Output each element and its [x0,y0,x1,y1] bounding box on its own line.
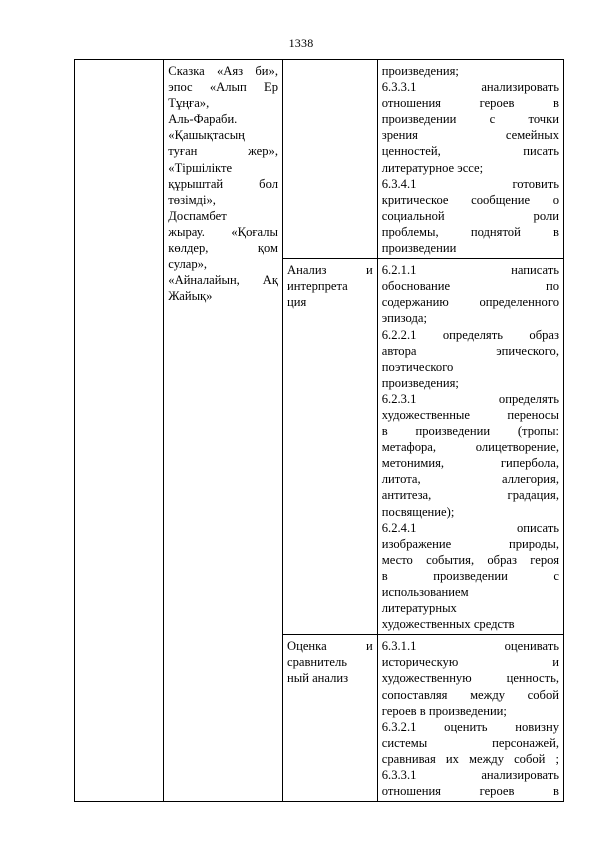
text-line: 6.2.4.1 описать [381,520,559,535]
category-cell [283,259,378,635]
text-line: системы персонажей, [381,735,559,750]
text-line: 6.3.3.1 анализировать [381,768,559,783]
text-line: ция [287,295,307,310]
objective-paragraph [382,638,559,718]
text-line: проблемы, поднятой в [381,224,559,239]
page-number: 1338 [288,36,314,50]
objective-paragraph [382,79,559,176]
text-line: Доспамбет [168,208,227,223]
text-line: 6.3.1.1 оценивать [381,639,559,654]
text-line: художественные переносы [381,407,559,422]
text-line: сулар», [168,257,208,272]
text-line: антитеза, градация, [381,488,559,503]
text-line: содержанию определенного [381,295,559,310]
objective-paragraph [382,176,559,256]
text-line: место события, образ героя [381,552,559,567]
text-line: Аль-Фараби. [168,112,238,127]
text-line: Тұңға», [168,96,210,111]
text-line: құрыштай бол [168,176,278,191]
empty-cell [75,60,164,802]
text-line: социальной роли [381,208,559,223]
category-cell [283,635,378,802]
objectives-cell [377,60,563,259]
text-line: 6.3.2.1 оценить новизну [381,719,559,734]
text-line: обоснование по [381,279,559,294]
objectives-cell [377,259,563,635]
text-line: төзімді», [168,192,216,207]
text-line: художественных средств [381,617,515,632]
text-line: художественную ценность, [381,671,559,686]
text-line: 6.2.1.1 написать [381,263,559,278]
objective-paragraph [382,262,559,326]
text-line: 6.2.2.1 определять образ [381,327,559,342]
text-line: изображение природы, [381,536,559,551]
objective-paragraph [382,719,559,767]
text-line: сравнивая их между собой ; [381,751,559,766]
text-line: «Айналайын, Ақ [168,273,278,288]
text-line: произведении с точки [381,112,559,127]
text-line: литературных [381,601,457,616]
text-line: 6.3.4.1 готовить [381,176,559,191]
objective-paragraph [382,520,559,633]
text-line: отношения героев в [381,96,559,111]
table-row [75,60,564,259]
text-line: сопоставляя между собой [381,687,559,702]
objective-paragraph [382,63,559,79]
text-line: критическое сообщение о [381,192,559,207]
text-line: произведения; [381,375,459,390]
text-line: Сказка «Аяз би», [168,64,278,78]
objective-paragraph [382,327,559,391]
text-line: 6.3.3.1 анализировать [381,80,559,95]
text-line: в произведении с [381,568,559,583]
text-line: использованием [381,585,469,599]
text-line: «Тіршілікте [168,160,233,175]
literature-works-cell [164,60,283,802]
text-line: в произведении (тропы: [381,424,559,439]
text-line: метонимия, гипербола, [381,456,559,471]
objective-paragraph [382,767,559,799]
text-line: посвящение); [381,504,455,519]
text-line: эпос «Алып Ер [168,80,278,95]
text-line: сравнитель [287,655,348,670]
text-line: ный анализ [287,671,349,686]
category-cell [283,60,378,259]
text-line: Анализ и [287,263,373,278]
text-line: 6.2.3.1 определять [381,391,559,406]
text-line: ценностей, писать [381,144,559,159]
text-line: Жайық» [168,289,213,304]
text-line: литота, аллегория, [381,472,559,487]
text-line: Оценка и [287,639,373,654]
text-line: автора эпического, [381,343,559,358]
text-line: эпизода; [381,311,427,326]
text-line: «Қашықтасың [168,128,245,143]
text-line: произведении [381,241,457,256]
text-line: интерпрета [287,279,348,294]
text-line: историческую и [381,655,559,670]
text-line: метафора, олицетворение, [381,440,559,455]
text-line: туған жер», [168,144,278,159]
objective-paragraph [382,391,559,520]
text-line: зрения семейных [381,128,559,143]
text-line: поэтического [381,359,454,374]
text-line: литературное эссе; [381,160,484,175]
objectives-cell [377,635,563,802]
curriculum-table [74,59,564,802]
text-line: героев в произведении; [381,703,507,718]
text-line: жырау. «Қоғалы [168,224,278,239]
text-line: произведения; [381,64,459,78]
text-line: көлдер, қом [168,241,278,256]
text-line: отношения героев в [381,784,559,799]
